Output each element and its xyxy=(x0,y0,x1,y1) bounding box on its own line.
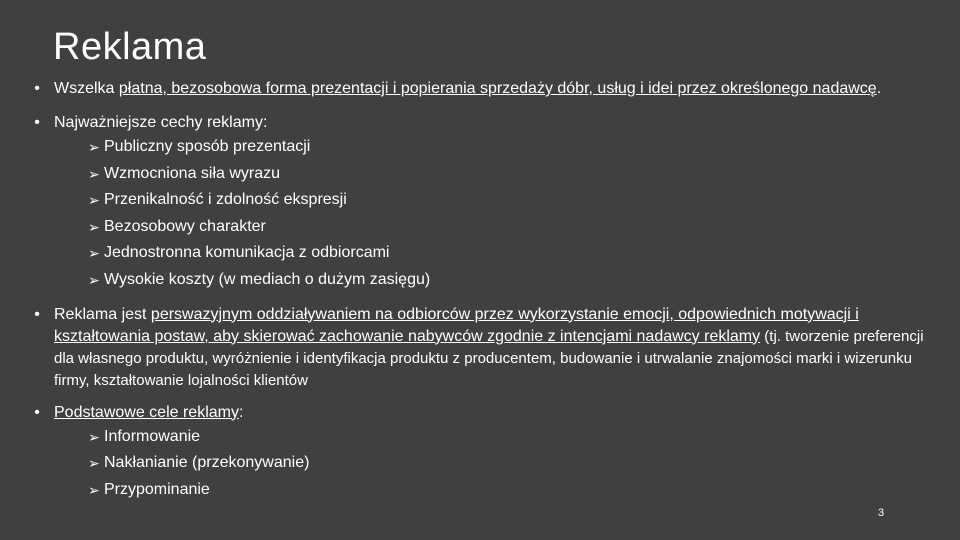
list-item xyxy=(88,450,930,477)
list-item-text: Przenikalność i zdolność ekspresji xyxy=(104,191,347,209)
features-list xyxy=(30,134,930,294)
slide-title: Reklama xyxy=(53,26,207,68)
list-item-text: Wysokie koszty (w mediach o dużym zasięgu) xyxy=(104,270,431,288)
arrow-bullet-icon: ➢ xyxy=(88,271,100,288)
list-item xyxy=(88,477,930,504)
list-item xyxy=(88,424,930,451)
goals-heading: Podstawowe cele reklamy xyxy=(54,403,239,421)
list-item xyxy=(88,187,930,214)
arrow-bullet-icon: ➢ xyxy=(88,245,100,262)
arrow-bullet-icon: ➢ xyxy=(88,218,100,235)
list-item-text: Informowanie xyxy=(104,427,201,445)
arrow-bullet-icon: ➢ xyxy=(88,428,100,445)
definition-underlined: płatna, bezosobowa forma prezentacji i popierania sprzedaży dóbr, usług i idei przez określonego nadawcę xyxy=(118,80,877,97)
slide-body xyxy=(30,78,930,503)
list-item-text: Jednostronna komunikacja z odbiorcami xyxy=(104,244,390,262)
persuasion-suffix: (tj. tworzenie preferencji dla własnego produktu, wyróżnienie i identyfikacja produktu z producentem, budowanie i utrwalanie znajomości marki i wizerunku firmy, kształtowanie lojalności klientów xyxy=(54,327,924,389)
goals-colon: : xyxy=(238,403,244,421)
bullet-marker: • xyxy=(34,114,40,131)
list-item-text: Wzmocniona siła wyrazu xyxy=(104,164,281,182)
arrow-bullet-icon: ➢ xyxy=(88,455,100,472)
persuasion-underlined: perswazyjnym oddziaływaniem na odbiorców przez wykorzystanie emocji, odpowiednich motywacji i kształtowania postaw, aby skierować zachowanie nabywców zgodnie z intencjami nadawcy reklamy xyxy=(54,305,859,345)
bullet-marker: • xyxy=(34,403,40,421)
definition-suffix: . xyxy=(876,80,882,97)
list-item xyxy=(88,161,930,188)
arrow-bullet-icon: ➢ xyxy=(88,481,100,498)
arrow-bullet-icon: ➢ xyxy=(88,165,100,182)
list-item-text: Nakłanianie (przekonywanie) xyxy=(104,454,310,472)
list-item xyxy=(88,134,930,161)
goals-list xyxy=(30,424,930,504)
list-item xyxy=(88,267,930,294)
bullet-marker: • xyxy=(34,305,40,323)
persuasion-prefix: Reklama jest xyxy=(54,305,151,323)
bullet-marker: • xyxy=(34,80,40,97)
bullet-definition xyxy=(30,78,930,100)
list-item-text: Bezosobowy charakter xyxy=(104,217,266,235)
list-item-text: Publiczny sposób prezentacji xyxy=(104,138,311,155)
arrow-bullet-icon: ➢ xyxy=(88,192,100,209)
bullet-features xyxy=(30,112,930,134)
bullet-goals xyxy=(30,402,930,424)
slide-number: 3 xyxy=(878,507,885,519)
list-item xyxy=(88,240,930,267)
arrow-bullet-icon: ➢ xyxy=(88,139,100,155)
features-heading: Najważniejsze cechy reklamy: xyxy=(54,114,268,131)
list-item xyxy=(88,214,930,241)
definition-prefix: Wszelka xyxy=(54,80,119,97)
bullet-persuasion xyxy=(30,304,930,392)
list-item-text: Przypominanie xyxy=(104,480,210,498)
